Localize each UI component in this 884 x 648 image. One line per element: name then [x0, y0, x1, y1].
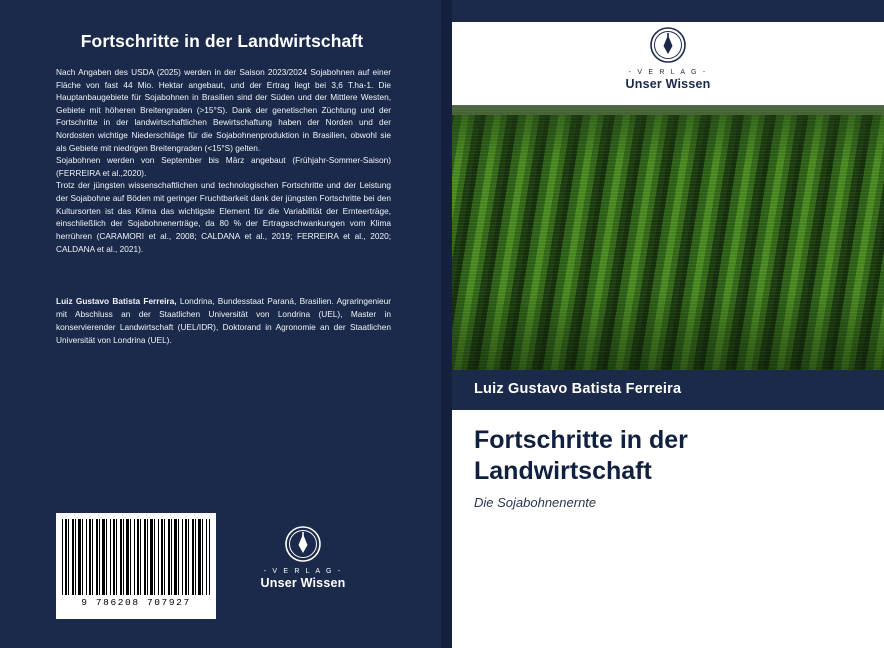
author-biography [56, 295, 391, 346]
book-spine [441, 0, 452, 648]
back-publisher-verlag-label: - V E R L A G - [263, 568, 343, 575]
front-author-name: Luiz Gustavo Batista Ferreira [474, 381, 682, 397]
back-publisher-name: Unser Wissen [260, 576, 346, 590]
back-cover-description [56, 66, 391, 255]
front-publisher-verlag-label: - V E R L A G - [628, 69, 708, 76]
front-cover-panel [452, 0, 884, 648]
front-cover-subtitle: Die Sojabohnenernte [474, 495, 597, 510]
back-cover-title: Fortschritte in der Landwirtschaft [80, 31, 364, 51]
cover-photo-soybean-field [452, 105, 884, 370]
publisher-emblem-icon [649, 26, 687, 64]
author-biography-name: Luiz Gustavo Batista Ferreira, [56, 296, 177, 306]
author-biography-text: Londrina, Bundesstaat Paraná, Brasilien. Agraringenieur mit Abschluss an der Staatlichen Universität von Londrina (UEL), Master in konservierender Landwirtschaft (UEL/IDR), Doktorand in Agronomie an der Staatlichen Universität von Londrina (UEL). [56, 296, 392, 345]
barcode [56, 513, 216, 619]
barcode-number: 9 786208 707927 [81, 597, 191, 608]
photo-shading [452, 105, 884, 370]
back-paragraph-3: Trotz der jüngsten wissenschaftlichen und technologischen Fortschritte und der Leistung der Sojabohne auf Böden mit geringer Fruchtbarkeit dank der jüngsten Fortschritte bei den Kultursorten ist das Klima das wichtigste Element für die Variabilität der Ernteerträge, einschließlich der Sojabohnenerträge, da 80 % der Ertragsschwankungen vom Klima herrühren (CARAMORI et al., 2008; CALDANA et al., 2019; FERREIRA et al., 2020; CALDANA et al., 2021). [56, 180, 391, 254]
front-publisher-logo [618, 26, 718, 91]
back-paragraph-1: Nach Angaben des USDA (2025) werden in der Saison 2023/2024 Sojabohnen auf einer Fläche von fast 44 Mio. Hektar angebaut, und der Ertrag liegt bei 3,6 T.ha-1. Die Hauptanbaugebiete für Sojabohnen in Brasilien sind der Süden und der Mittlere Westen, Gebiete mit höheren Breitengraden (>15°S). Dank der genetischen Züchtung und der Fortschritte in der landwirtschaftlichen Bewirtschaftung haben der Norden und der Nordosten wichtige Niederschläge für die Sojabohnenproduktion in Brasilien, obwohl sie als Gebiete mit niedrigen Breitengraden (<15°S) gelten. [56, 67, 391, 153]
front-publisher-name: Unser Wissen [625, 77, 711, 91]
front-author-band [452, 370, 884, 410]
front-cover-title: Fortschritte in der Landwirtschaft [474, 426, 688, 485]
back-publisher-logo [258, 525, 348, 590]
front-top-band [452, 0, 884, 22]
back-paragraph-2: Sojabohnen werden von September bis März angebaut (Frühjahr-Sommer-Saison) (FERREIRA et al.,2020). [56, 155, 391, 178]
publisher-emblem-icon [284, 525, 322, 563]
back-cover-panel [0, 0, 441, 648]
barcode-bars [62, 519, 210, 595]
front-logo-area [452, 22, 884, 105]
